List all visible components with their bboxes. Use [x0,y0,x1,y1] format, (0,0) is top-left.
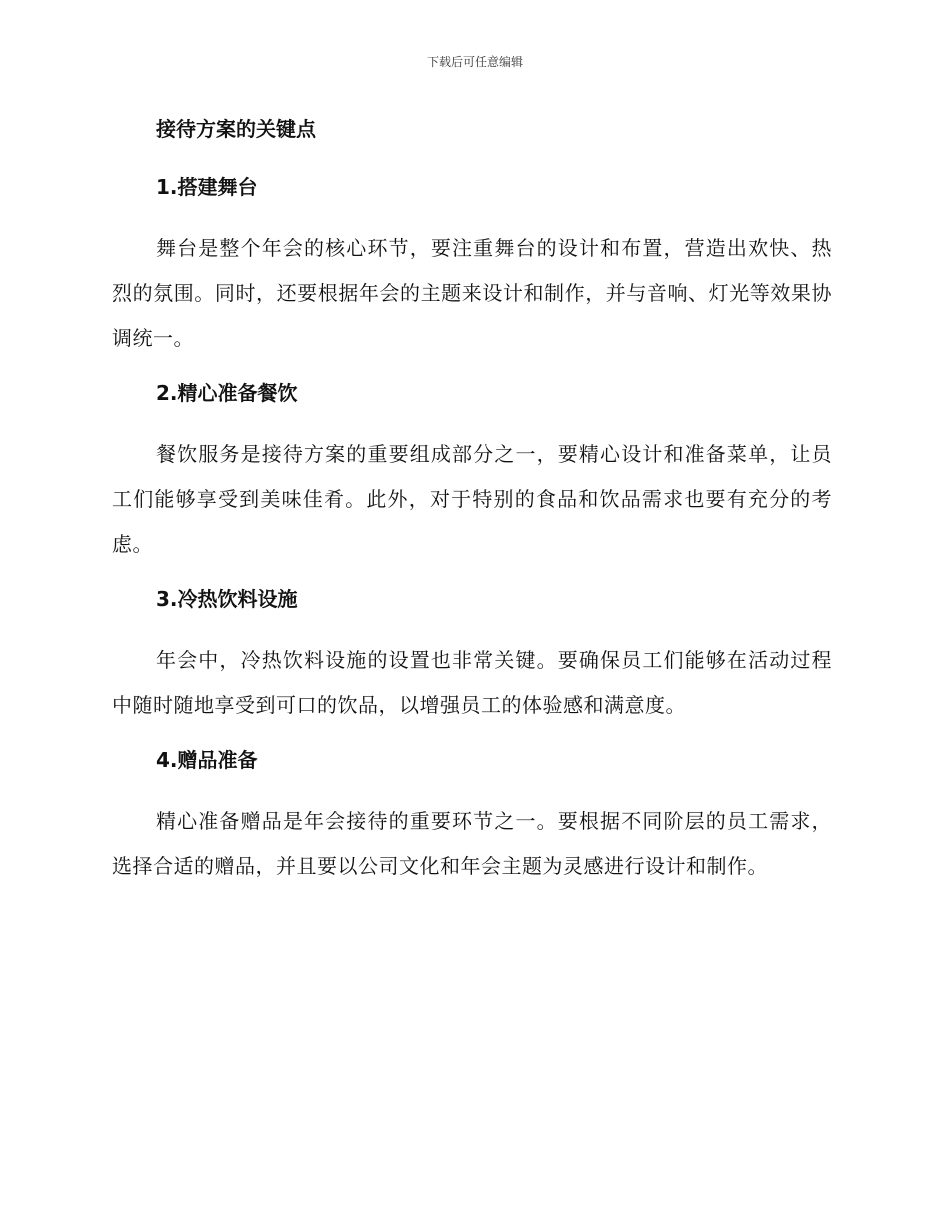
header-note: 下载后可任意编辑 [426,55,523,69]
section-paragraph: 餐饮服务是接待方案的重要组成部分之一，要精心设计和准备菜单，让员工们能够享受到美味佳肴。此外，对于特别的食品和饮品需求也要有充分的考虑。 [112,442,832,556]
section-paragraph: 舞台是整个年会的核心环节，要注重舞台的设计和布置，营造出欢快、热烈的氛围。同时，还要根据年会的主题来设计和制作，并与音响、灯光等效果协调统一。 [112,236,832,350]
section-heading: 2.精心准备餐饮 [156,381,298,405]
document-title: 接待方案的关键点 [156,117,316,141]
section-stage [112,170,832,361]
section-paragraph: 精心准备赠品是年会接待的重要环节之一。要根据不同阶层的员工需求，选择合适的赠品，并且要以公司文化和年会主题为灵感进行设计和制作。 [112,809,832,878]
document-content [112,112,832,889]
section-paragraph: 年会中，冷热饮料设施的设置也非常关键。要确保员工们能够在活动过程中随时随地享受到可口的饮品，以增强员工的体验感和满意度。 [112,648,832,717]
section-drinks [112,582,832,728]
section-catering [112,376,832,567]
section-heading: 1.搭建舞台 [156,175,258,199]
section-heading: 3.冷热饮料设施 [156,587,298,611]
section-heading: 4.赠品准备 [156,748,258,772]
section-gifts [112,743,832,889]
